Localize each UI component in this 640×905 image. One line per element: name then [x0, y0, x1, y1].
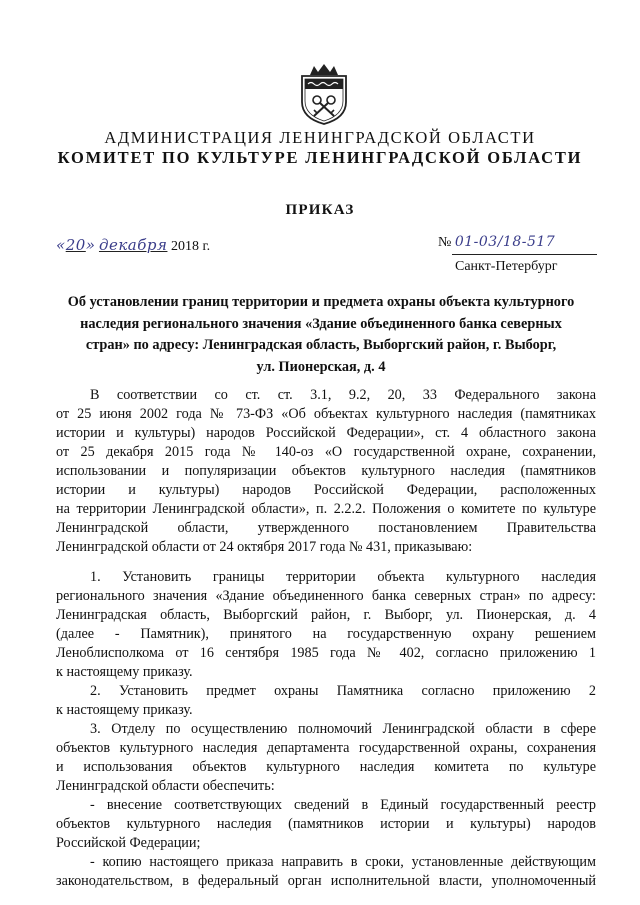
body-line: использовании и популяризации объектов культурного наследия (памятников	[56, 463, 596, 479]
body-line: В соответствии со ст. ст. 3.1, 9.2, 20, 33 Федерального закона	[90, 387, 596, 403]
body-line: объектов культурного наследия (памятников истории и культуры) народов	[56, 816, 596, 832]
body-line: Ленинградская область, Выборгский район, г. Выборг, ул. Пионерская, д. 4	[56, 607, 596, 623]
body-line: от 25 декабря 2015 года № 140-оз «О государственной охране, сохранении,	[56, 444, 596, 460]
body-line: к настоящему приказу.	[56, 702, 193, 718]
organization-name: АДМИНИСТРАЦИЯ ЛЕНИНГРАДСКОЙ ОБЛАСТИ	[104, 128, 536, 147]
body-line: - копию настоящего приказа направить в сроки, установленные действующим	[90, 854, 596, 870]
body-line: 1. Установить границы территории объекта культурного наследия	[90, 569, 596, 585]
date-day: 20	[65, 236, 86, 254]
number-underline	[452, 254, 597, 255]
body-line: законодательством, в федеральный орган исполнительной власти, уполномоченный	[56, 873, 596, 889]
body-line: к настоящему приказу.	[56, 664, 193, 680]
document-type-heading: ПРИКАЗ	[285, 202, 355, 218]
body-line: Ленинградской области, утвержденного постановлением Правительства	[56, 520, 596, 536]
date-year: 2018 г.	[170, 239, 211, 254]
body-line: истории и культуры) народов Российской Федерации, расположенных	[56, 482, 596, 498]
body-line: (далее - Памятник), принятого на государственную охрану решением	[56, 626, 596, 642]
title-line: наследия регионального значения «Здание объединенного банка северных	[80, 315, 562, 332]
title-line: стран» по адресу: Ленинградская область, Выборгский район, г. Выборг,	[85, 337, 557, 353]
body-line: регионального значения «Здание объединенного банка северных стран» по адресу:	[56, 588, 596, 604]
body-line: Ленинградской области от 24 октября 2017 года № 431, приказываю:	[56, 539, 473, 555]
city-name: Санкт-Петербург	[455, 259, 558, 274]
body-line: Леноблисполкома от 16 сентября 1985 года № 402, согласно приложению 1	[56, 645, 596, 661]
body-line: Российской Федерации;	[56, 835, 201, 851]
date-close-quote: »	[85, 236, 96, 254]
body-line: от 25 июня 2002 года № 73-ФЗ «Об объектах культурного наследия (памятниках	[56, 406, 596, 422]
title-line: Об установлении границ территории и предмета охраны объекта культурного	[67, 294, 575, 310]
number-value: 01-03/18-517	[454, 234, 556, 250]
body-line: - внесение соответствующих сведений в Единый государственный реестр	[90, 797, 596, 813]
date-month: декабря	[98, 236, 168, 254]
coat-of-arms-icon	[298, 62, 350, 126]
number-prefix: №	[438, 235, 452, 250]
title-line: ул. Пионерская, д. 4	[256, 358, 386, 375]
body-line: объектов культурного наследия департамента государственной охраны, сохранения	[56, 740, 596, 756]
body-line: истории и культуры) народов Российской Федерации», ст. 4 областного закона	[56, 425, 596, 441]
body-line: 3. Отделу по осуществлению полномочий Ленинградской области в сфере	[90, 721, 596, 737]
body-line: Ленинградской области обеспечить:	[56, 778, 275, 794]
body-line: 2. Установить предмет охраны Памятника согласно приложению 2	[90, 683, 596, 699]
date-open-quote: «	[56, 236, 66, 254]
order-number	[438, 234, 555, 251]
body-line: на территории Ленинградской области», п. 2.2.2. Положения о комитете по культуре	[56, 501, 596, 517]
order-title	[56, 292, 586, 378]
body-line: и использования объектов культурного наследия комитета по культуре	[56, 759, 596, 775]
committee-name: КОМИТЕТ ПО КУЛЬТУРЕ ЛЕНИНГРАДСКОЙ ОБЛАСТИ	[57, 148, 583, 167]
order-date	[56, 236, 210, 255]
